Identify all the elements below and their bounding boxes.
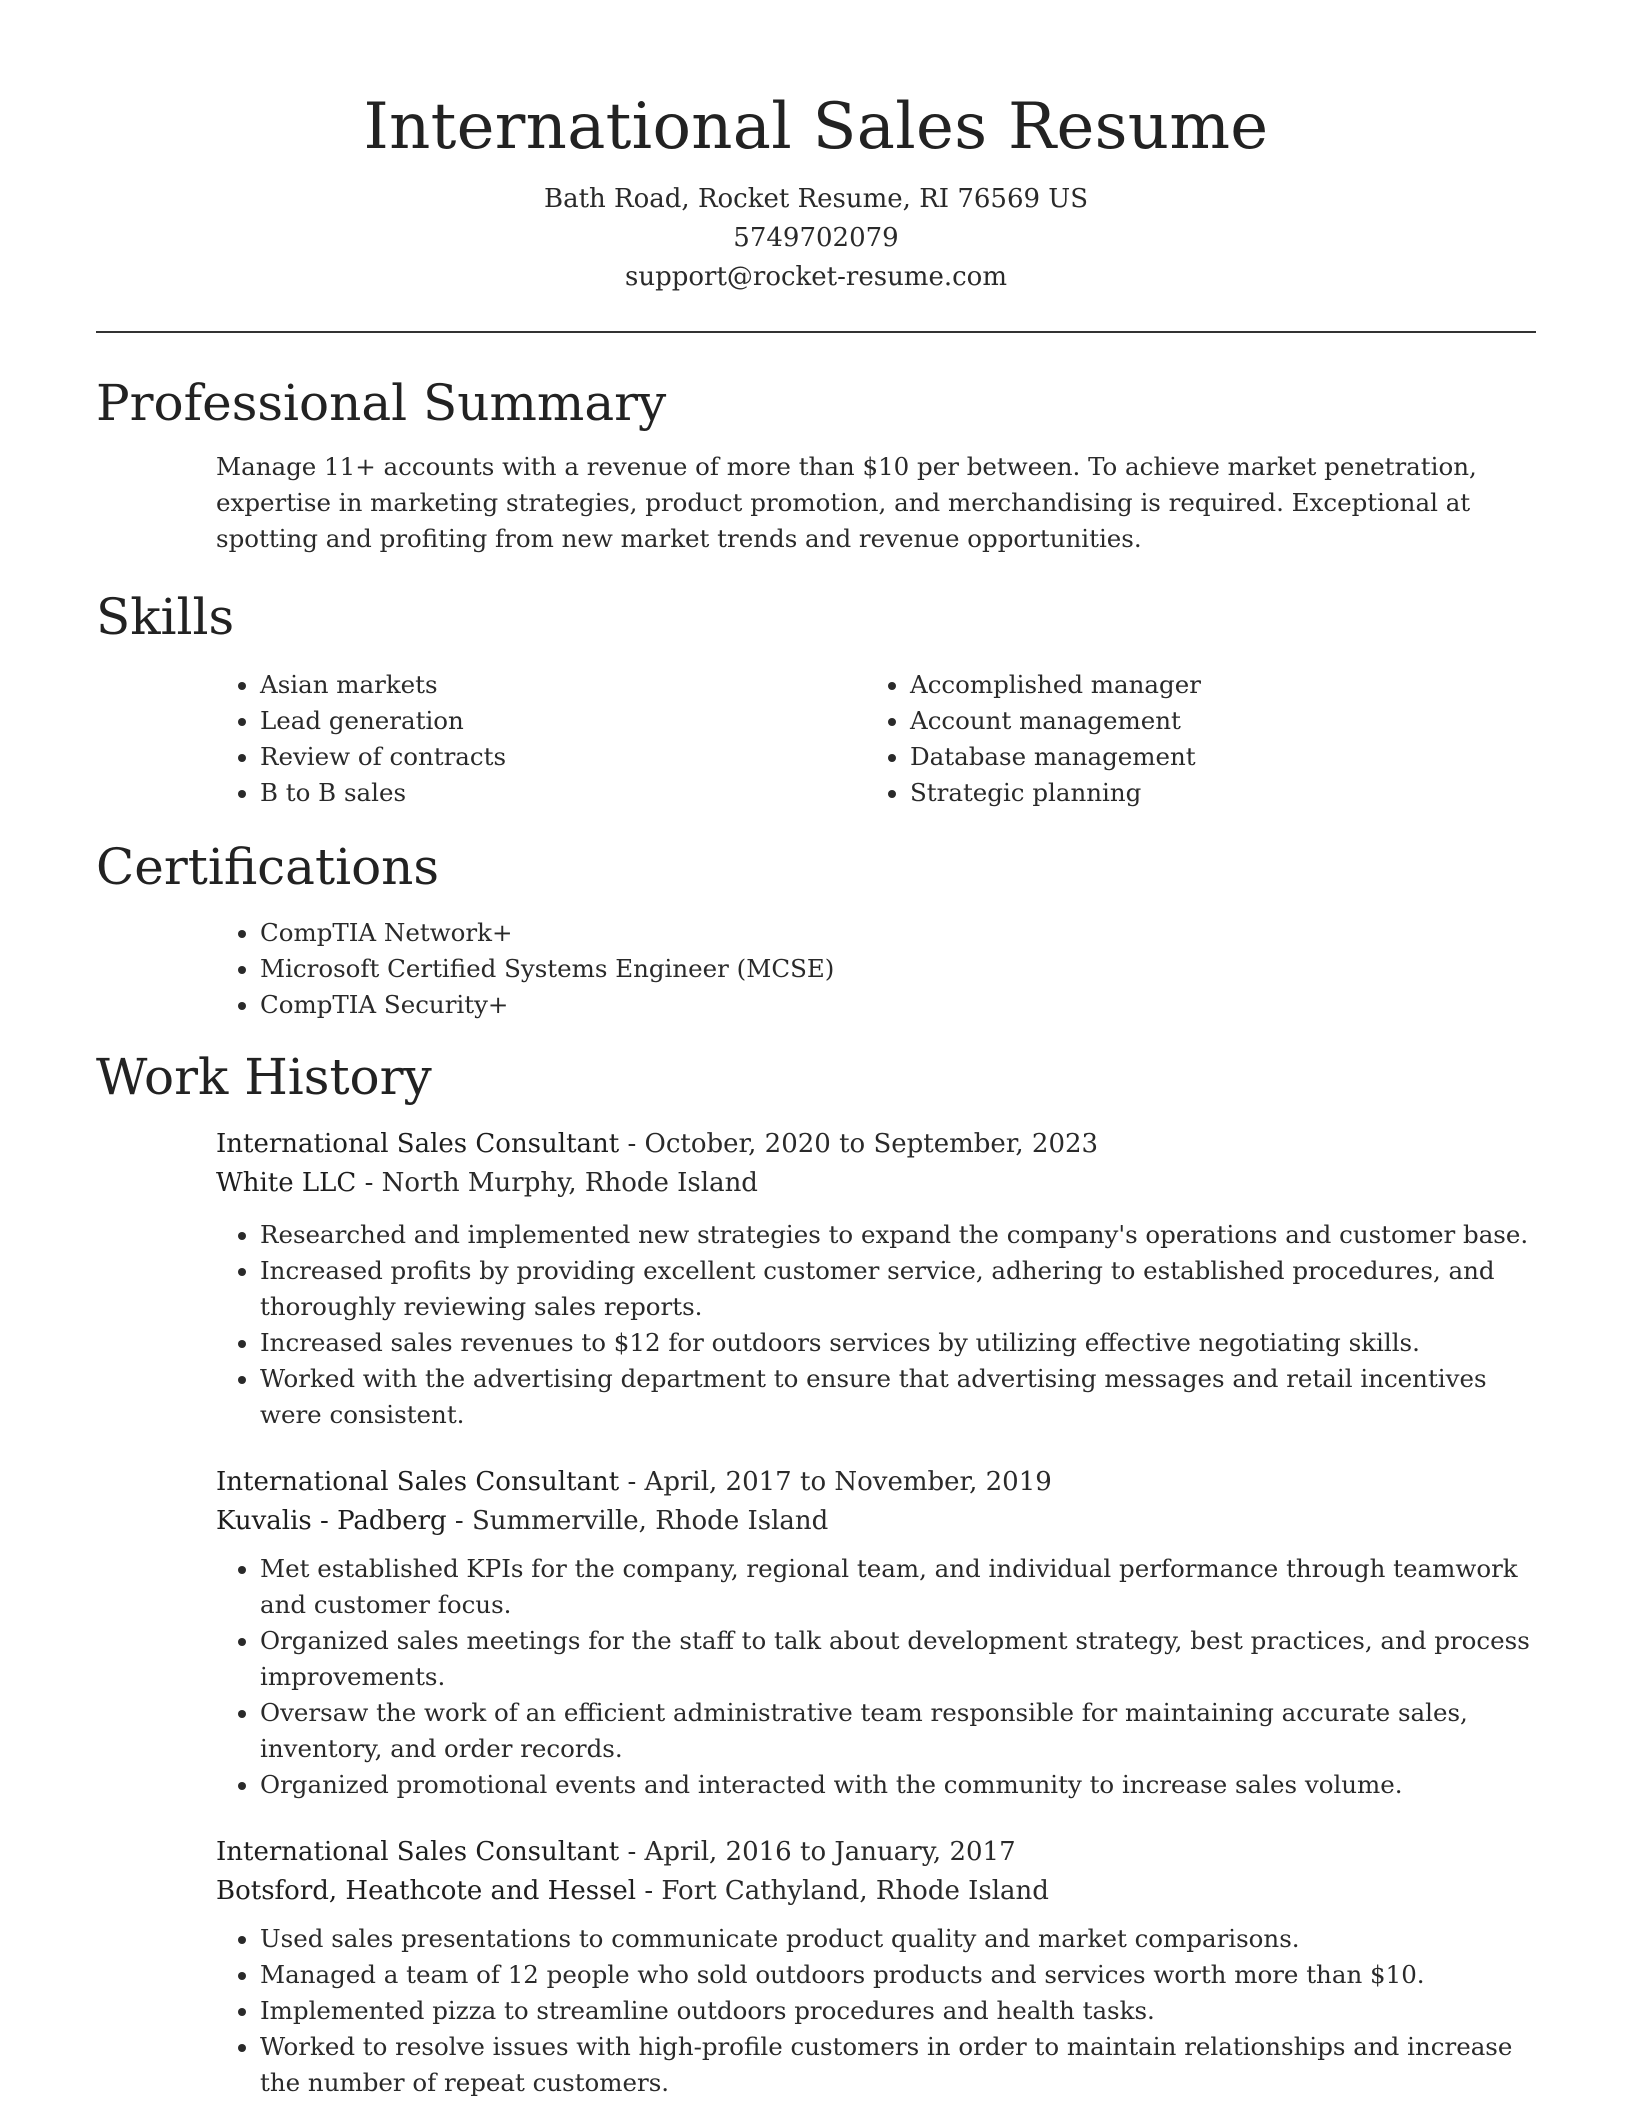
- job-title-line: [216, 1833, 1536, 1872]
- job-bullet: • Organized promotional events and interacted with the community to increase sales volume.: [260, 1767, 1536, 1803]
- job-bullet: • Increased sales revenues to $12 for outdoors services by utilizing effective negotiating skills.: [260, 1325, 1536, 1361]
- certification-item: • CompTIA Security+: [260, 987, 1536, 1023]
- job-dates: - April, 2017 to November, 2019: [619, 1467, 1052, 1497]
- skill-item: • Database management: [910, 739, 1516, 775]
- job-bullet: • Managed a team of 12 people who sold outdoors products and services worth more than $10.: [260, 1957, 1536, 1993]
- job-location: - North Murphy, Rhode Island: [356, 1168, 758, 1198]
- certifications-heading: Certifications: [96, 838, 440, 896]
- job-title: International Sales Consultant: [216, 1837, 620, 1867]
- skill-item: • Lead generation: [260, 703, 866, 739]
- job-company-line: [216, 1502, 1536, 1541]
- summary-text: Manage 11+ accounts with a revenue of more than $10 per between. To achieve market penetration, expertise in marketing strategies, product promotion, and merchandising is required. Exceptional at spotting and profiting from new market trends and revenue opportunities.: [216, 452, 1477, 553]
- job-bullet: • Worked with the advertising department to ensure that advertising messages and retail incentives were consistent.: [260, 1361, 1536, 1433]
- skill-item: • Review of contracts: [260, 739, 866, 775]
- job-location: - Summerville, Rhode Island: [446, 1506, 829, 1536]
- job-company: White LLC: [216, 1168, 357, 1198]
- job-company-line: [216, 1872, 1536, 1911]
- job-bullet: • Researched and implemented new strategies to expand the company's operations and customer base.: [260, 1217, 1536, 1253]
- summary-heading: Professional Summary: [96, 374, 667, 432]
- header-divider: [96, 331, 1536, 333]
- job-dates: - October, 2020 to September, 2023: [619, 1129, 1099, 1159]
- job-bullet-list: [216, 1921, 1536, 2101]
- skill-item: • Accomplished manager: [910, 667, 1516, 703]
- job-bullet: • Met established KPIs for the company, regional team, and individual performance through teamwork and customer focus.: [260, 1551, 1536, 1623]
- job-bullet: • Oversaw the work of an efficient administrative team responsible for maintaining accurate sales, inventory, and order records.: [260, 1695, 1536, 1767]
- job-bullet: • Used sales presentations to communicate product quality and market comparisons.: [260, 1921, 1536, 1957]
- certification-item: • CompTIA Network+: [260, 915, 1536, 951]
- certifications-bullets: [216, 915, 1536, 1023]
- job-bullet: • Implemented pizza to streamline outdoors procedures and health tasks.: [260, 1993, 1536, 2029]
- skill-item: • B to B sales: [260, 775, 866, 811]
- job-bullet: • Organized sales meetings for the staff to talk about development strategy, best practices, and process improvements.: [260, 1623, 1536, 1695]
- job-bullets: [216, 1921, 1536, 2101]
- skills-column-right: [866, 667, 1516, 811]
- resume-title: International Sales Resume: [363, 90, 1269, 164]
- job-bullets: [216, 1551, 1536, 1803]
- skill-item: • Asian markets: [260, 667, 866, 703]
- contact-phone: 5749702079: [733, 223, 899, 253]
- job-location: - Fort Cathyland, Rhode Island: [636, 1876, 1049, 1906]
- contact-email: support@rocket-resume.com: [624, 262, 1007, 292]
- skill-item: • Account management: [910, 703, 1516, 739]
- job-entry: [216, 1463, 1536, 1803]
- skill-item: • Strategic planning: [910, 775, 1516, 811]
- job-title-line: [216, 1463, 1536, 1502]
- work-history-heading: Work History: [96, 1048, 432, 1106]
- certifications-list: [216, 915, 1536, 1023]
- skills-list: [216, 667, 1536, 811]
- job-title: International Sales Consultant: [216, 1129, 620, 1159]
- job-bullets: [216, 1217, 1536, 1433]
- job-company-line: [216, 1164, 1536, 1203]
- job-entry: [216, 1125, 1536, 1433]
- job-bullet: • Increased profits by providing excellent customer service, adhering to established procedures, and thoroughly reviewing sales reports.: [260, 1253, 1536, 1325]
- job-dates: - April, 2016 to January, 2017: [619, 1837, 1016, 1867]
- job-bullet: • Worked to resolve issues with high-profile customers in order to maintain relationships and increase the number of repeat customers.: [260, 2029, 1536, 2101]
- certification-item: • Microsoft Certified Systems Engineer (MCSE): [260, 951, 1536, 987]
- job-company: Kuvalis - Padberg: [216, 1506, 447, 1536]
- job-title: International Sales Consultant: [216, 1467, 620, 1497]
- contact-block: [96, 180, 1536, 297]
- job-bullet-list: [216, 1551, 1536, 1803]
- job-company: Botsford, Heathcote and Hessel: [216, 1876, 637, 1906]
- job-entry: [216, 1833, 1536, 2101]
- skills-column-left: [216, 667, 866, 811]
- contact-address: Bath Road, Rocket Resume, RI 76569 US: [543, 184, 1089, 214]
- job-title-line: [216, 1125, 1536, 1164]
- job-bullet-list: [216, 1217, 1536, 1433]
- skills-heading: Skills: [96, 588, 235, 646]
- resume-page: [96, 0, 1536, 2101]
